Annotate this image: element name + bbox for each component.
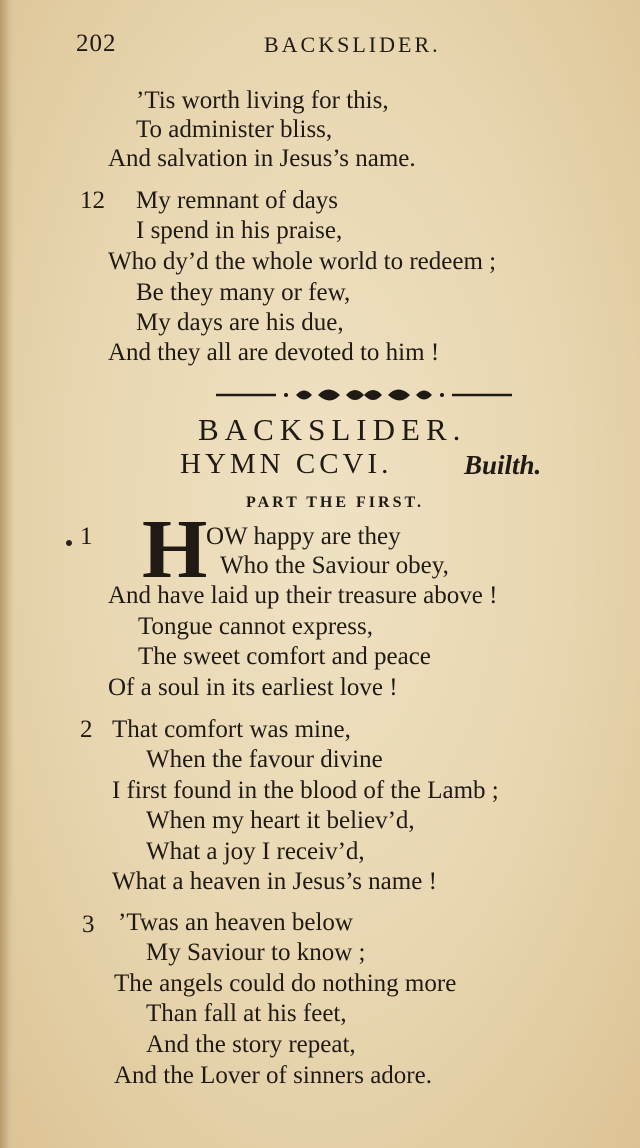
verse-line: What a joy I receiv’d,: [146, 838, 365, 865]
ink-fleck: [66, 540, 72, 546]
drop-cap: H: [142, 503, 208, 596]
verse-line: I spend in his praise,: [136, 217, 343, 244]
verse-line: When the favour divine: [146, 746, 383, 773]
page-number: 202: [76, 30, 117, 57]
verse-line: When my heart it believ’d,: [146, 807, 415, 834]
part-heading: PART THE FIRST.: [246, 494, 424, 511]
verse-line: Who dy’d the whole world to redeem ;: [108, 248, 497, 275]
verse-line: The sweet comfort and peace: [138, 643, 431, 670]
running-head: BACKSLIDER.: [264, 32, 441, 57]
page-header: [0, 26, 640, 62]
verse-line: My Saviour to know ;: [146, 939, 366, 966]
verse-line: I first found in the blood of the Lamb ;: [112, 777, 499, 804]
verse-line: Be they many or few,: [136, 279, 351, 306]
verse-line: And have laid up their treasure above !: [108, 582, 498, 609]
verse-line: ’Tis worth living for this,: [136, 87, 389, 114]
page-spine-shadow: [0, 0, 14, 1148]
verse-line: My remnant of days: [136, 187, 339, 214]
verse-line: And the story repeat,: [146, 1031, 356, 1058]
verse-line: What a heaven in Jesus’s name !: [112, 868, 437, 895]
stanza-number: 3: [82, 911, 95, 938]
stanza-number: 1: [80, 523, 93, 550]
verse-line: Of a soul in its earliest love !: [108, 674, 398, 701]
hymn-number-title: HYMN CCVI.: [180, 448, 393, 480]
verse-line: And salvation in Jesus’s name.: [108, 145, 416, 172]
section-title: BACKSLIDER.: [198, 412, 467, 447]
verse-line: Tongue cannot express,: [138, 613, 373, 640]
ornament-divider: [214, 382, 514, 408]
verse-line: That comfort was mine,: [112, 716, 351, 743]
verse-line: Than fall at his feet,: [146, 1000, 347, 1027]
verse-line: Who the Saviour obey,: [220, 552, 449, 579]
verse-line: And they all are devoted to him !: [108, 339, 440, 366]
verse-line: The angels could do nothing more: [114, 970, 457, 997]
stanza-number: 2: [80, 716, 93, 743]
verse-line: To administer bliss,: [136, 116, 333, 143]
verse-line: My days are his due,: [136, 309, 344, 336]
tune-name: Builth.: [464, 450, 542, 480]
stanza-number: 12: [80, 187, 105, 214]
verse-line: OW happy are they: [206, 523, 401, 550]
verse-line: ’Twas an heaven below: [118, 909, 353, 936]
verse-line: And the Lover of sinners adore.: [114, 1062, 432, 1089]
